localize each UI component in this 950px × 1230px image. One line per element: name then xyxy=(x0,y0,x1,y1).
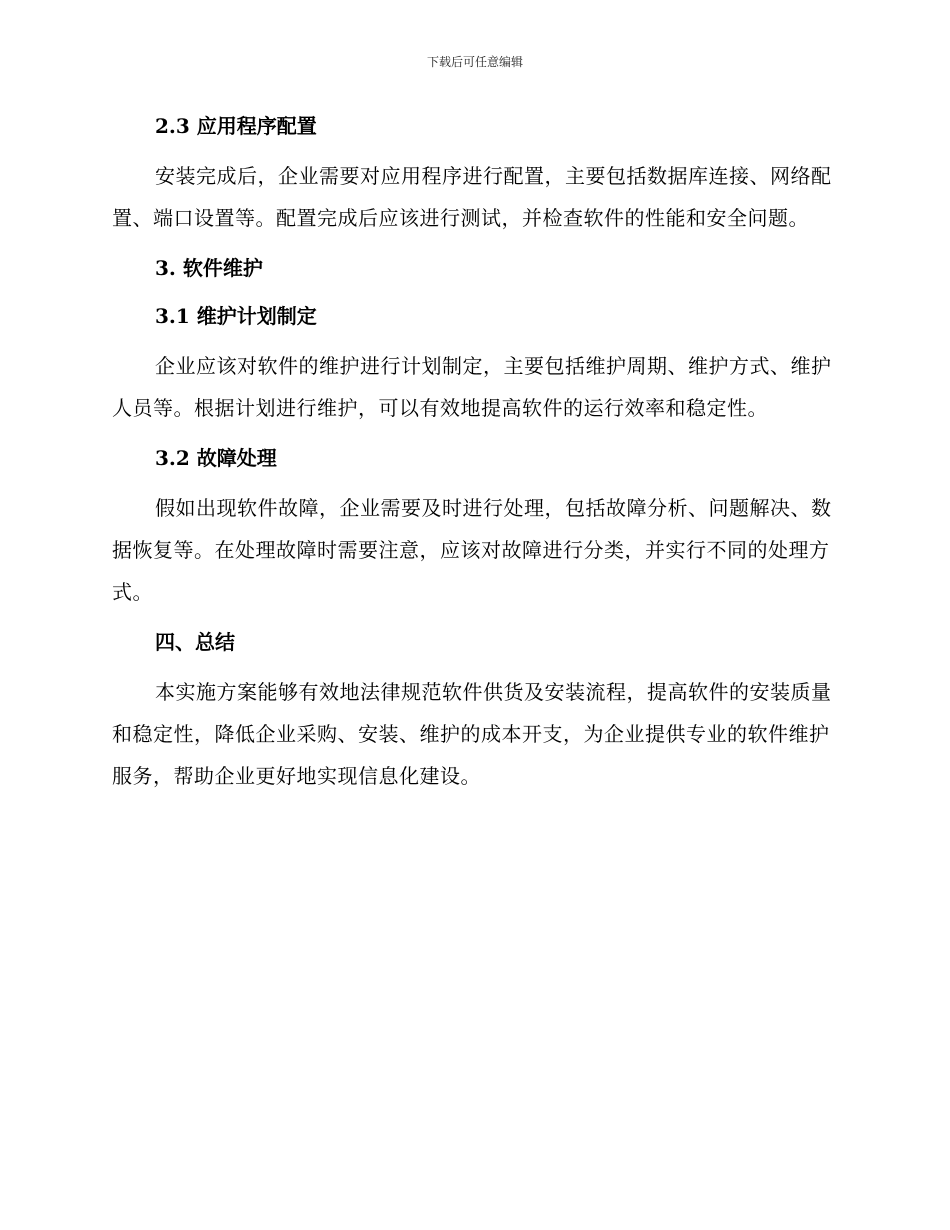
page-header: 下载后可任意编辑 xyxy=(426,55,523,69)
document-body xyxy=(112,107,832,797)
section-heading-summary: 四、总结 xyxy=(155,630,235,654)
section-paragraph-3-2: 假如出现软件故障，企业需要及时进行处理，包括故障分析、问题解决、数据恢复等。在处理故障时需要注意，应该对故障进行分类，并实行不同的处理方式。 xyxy=(112,496,832,604)
section-heading-3-2: 3.2 故障处理 xyxy=(155,446,277,470)
section-paragraph-3-1: 企业应该对软件的维护进行计划制定，主要包括维护周期、维护方式、维护人员等。根据计划进行维护，可以有效地提高软件的运行效率和稳定性。 xyxy=(112,354,832,420)
section-paragraph-summary: 本实施方案能够有效地法律规范软件供货及安装流程，提高软件的安装质量和稳定性，降低企业采购、安装、维护的成本开支，为企业提供专业的软件维护服务，帮助企业更好地实现信息化建设。 xyxy=(112,680,832,788)
section-heading-2-3: 2.3 应用程序配置 xyxy=(155,114,317,138)
section-paragraph-2-3: 安装完成后，企业需要对应用程序进行配置，主要包括数据库连接、网络配置、端口设置等。配置完成后应该进行测试，并检查软件的性能和安全问题。 xyxy=(112,164,832,230)
section-heading-3-1: 3.1 维护计划制定 xyxy=(155,304,317,328)
section-heading-3: 3. 软件维护 xyxy=(155,256,263,280)
